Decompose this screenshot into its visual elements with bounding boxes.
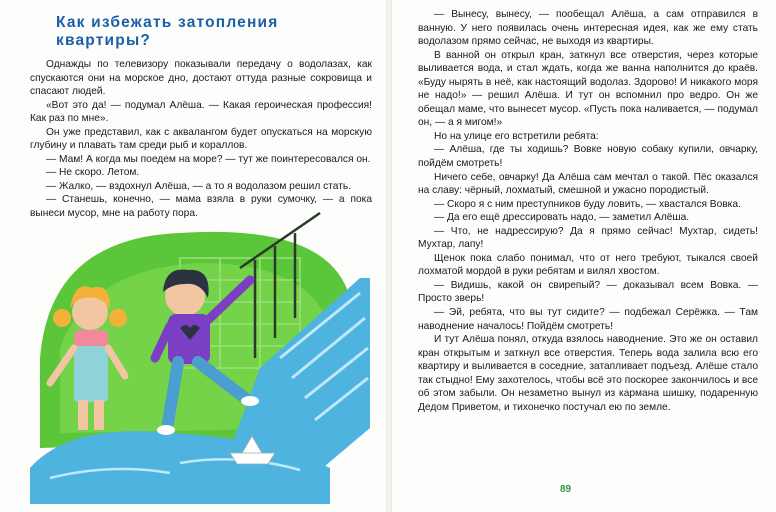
paragraph: «Вот это да! — подумал Алёша. — Какая героическая профессия! Как раз по мне». xyxy=(30,99,372,125)
paragraph: — Мам! А когда мы поедем на море? — тут же поинтересовался он. xyxy=(46,153,371,165)
paragraph: — Жалко, — вздохнул Алёша, — а то я водолазом решил стать. xyxy=(46,180,352,192)
paragraph: Но на улице его встретили ребята: xyxy=(434,130,599,142)
paragraph: — Эй, ребята, что вы тут сидите? — подбежал Серёжка. — Там наводнение началось! Пойдём смотреть! xyxy=(418,307,758,332)
page-title: Как избежать затопления квартиры? xyxy=(56,14,279,49)
paragraph: — Станешь, конечно, — мама взяла в руки сумочку, — а пока вынеси мусор, мне на работу пора. xyxy=(30,194,372,220)
paragraph: Однажды по телевизору показывали передачу о водолазах, как спускаются они на морское дно, достают оттуда разные сокровища и спасают людей. xyxy=(30,59,372,98)
paragraph: Он уже представил, как с аквалангом будет опускаться на морскую глубину и плавать там среди рыб и кораллов. xyxy=(30,126,372,152)
paragraph: — Не скоро. Летом. xyxy=(46,167,140,179)
page-number: 89 xyxy=(560,484,572,495)
paragraph: В ванной он открыл кран, заткнул все отверстия, через которые выливается вода, и стал ждать, когда же ванна наполнится до краёв. «Буду нырять в неё, как настоящий водолаз. Здорово! И никакого моря не надо!» — решил Алёша. И тут он вспомнил про ведро. Он же обещал маме, что вынесет мусор. «Пусть пока наливается, — подумал он, — а я мигом!» xyxy=(418,49,758,129)
paragraph: — Алёша, где ты ходишь? Вовке новую собаку купили, овчарку, пойдём смотреть! xyxy=(418,144,758,170)
flood-illustration xyxy=(30,208,370,504)
paragraph: — Видишь, какой он свирепый? — доказывал всем Вовка. — Просто зверь! xyxy=(418,279,758,305)
paragraph: Ничего себе, овчарку! Да Алёша сам мечтал о такой. Пёс оказался на славу: чёрный, лохматый, смешной и ужасно породистый. xyxy=(418,171,758,197)
paragraph: — Скоро я с ним преступников буду ловить, — хвастался Вовка. xyxy=(434,198,741,210)
right-page xyxy=(392,0,776,512)
paragraph: — Да его ещё дрессировать надо, — заметил Алёша. xyxy=(434,212,690,224)
paragraph: — Что, не надрессирую? Да я прямо сейчас! Мухтар, сидеть! Мухтар, лапу! xyxy=(418,225,758,251)
paragraph: И тут Алёша понял, откуда взялось наводнение. Это же он оставил кран открытым и заткнул все отверстия. Теперь вода залила всю его квартиру и выливается в соседние, затапливает подъезд. Алёше стало так стыдно! Ему захотелось, чтобы всё это поскорее закончилось и все об этом забыли. Он незаметно вынул из кармана шишку, подаренную Дедом Приветом, и тихонечко постучал ею по земле. xyxy=(418,334,758,413)
paragraph: Щенок пока слабо понимал, что от него требуют, тыкался своей лохматой мордой в руки ребятам и вилял хвостом. xyxy=(418,252,758,278)
paragraph: — Вынесу, вынесу, — пообещал Алёша, а сам отправился в ванную. У него появилась очень интересная идея, как же ему стать водолазом прямо сейчас, не выходя из квартиры. xyxy=(418,9,758,48)
